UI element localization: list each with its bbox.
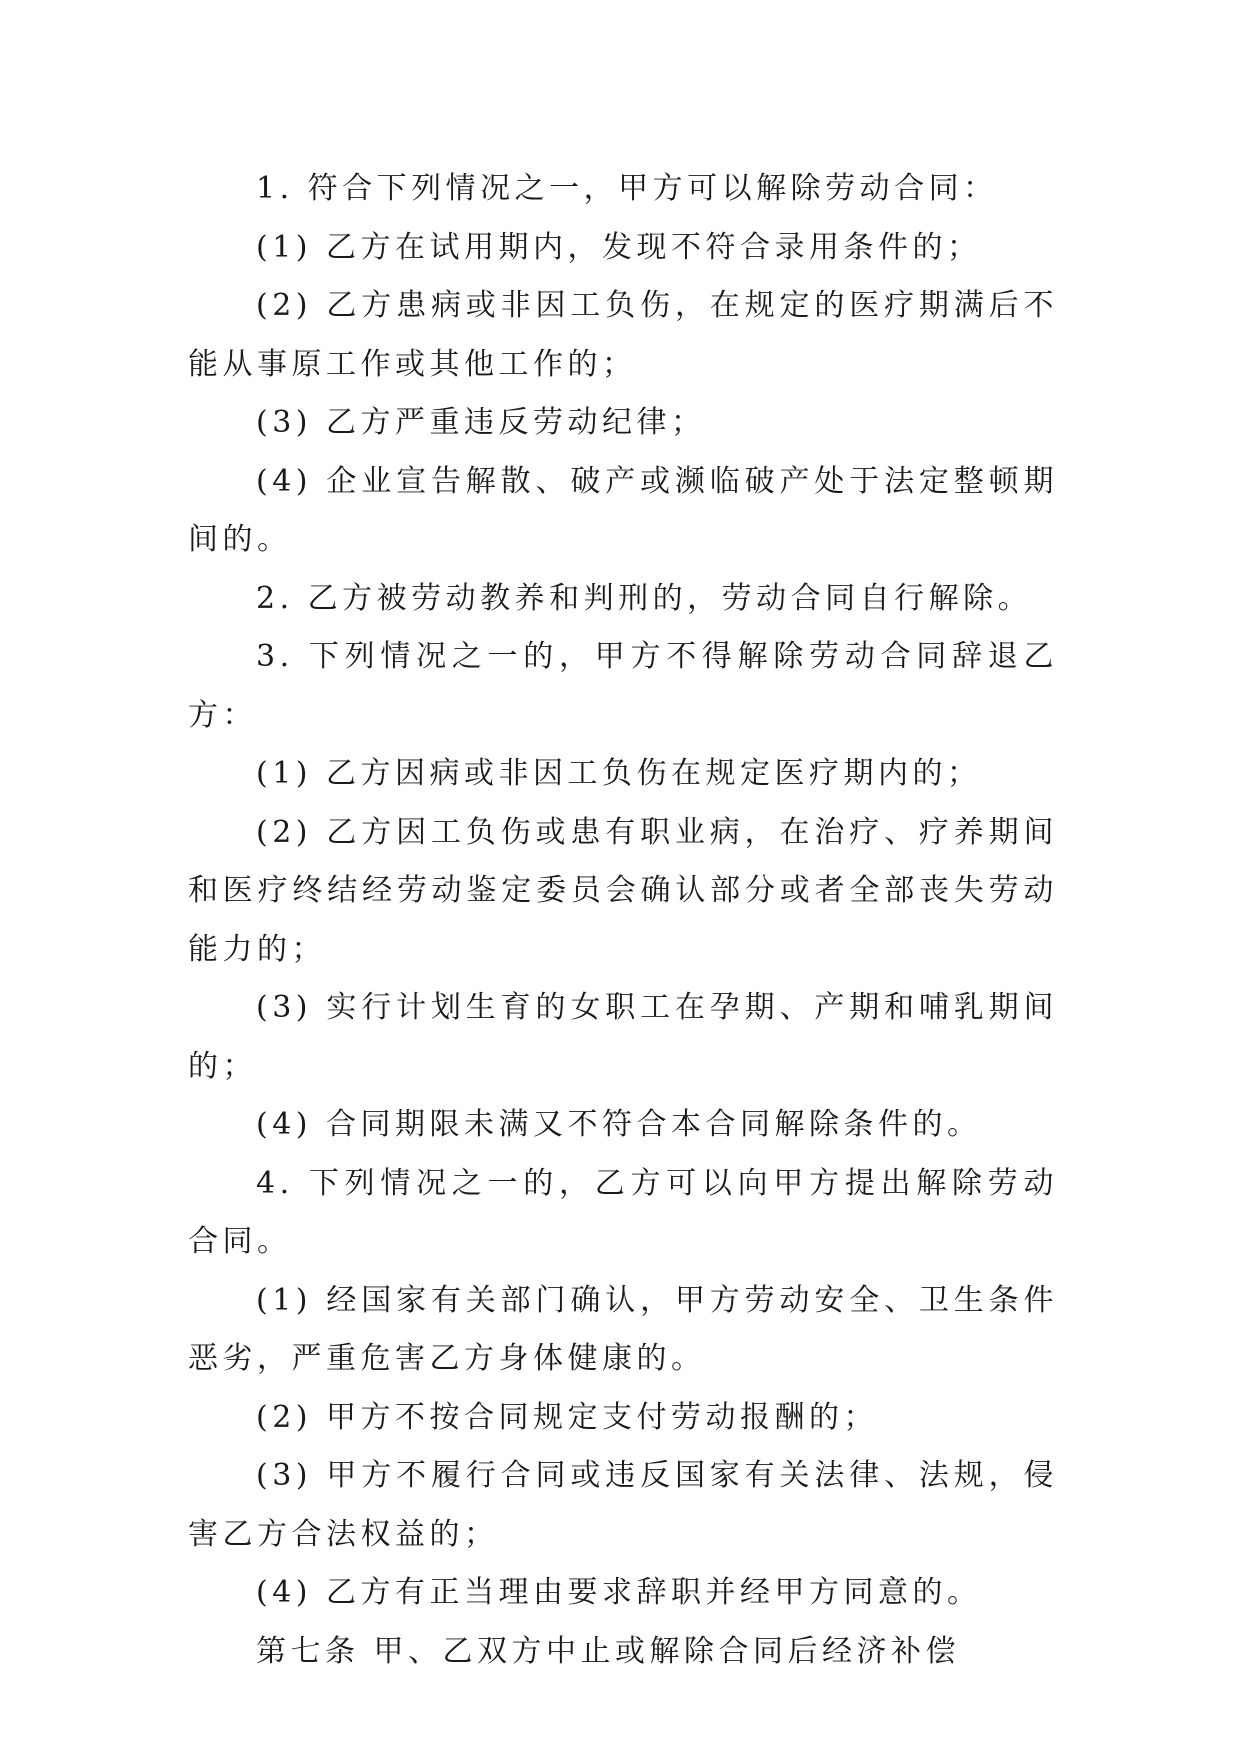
paragraph: (3) 乙方严重违反劳动纪律；	[256, 405, 706, 440]
paragraph: 1. 符合下列情况之一，甲方可以解除劳动合同：	[256, 171, 998, 206]
paragraph: (2) 乙方患病或非因工负伤，在规定的医疗期满后不能从事原工作或其他工作的；	[188, 288, 1058, 382]
paragraph: (2) 乙方因工负伤或患有职业病，在治疗、疗养期间和医疗终结经劳动鉴定委员会确认部分或者全部丧失劳动能力的；	[188, 814, 1058, 967]
paragraph: 4. 下列情况之一的，乙方可以向甲方提出解除劳动合同。	[188, 1165, 1058, 1259]
paragraph: (3) 甲方不履行合同或违反国家有关法律、法规，侵害乙方合法权益的；	[188, 1458, 1058, 1552]
document-body	[188, 160, 1058, 1681]
paragraph: (2) 甲方不按合同规定支付劳动报酬的；	[256, 1399, 879, 1435]
paragraph: (1) 经国家有关部门确认，甲方劳动安全、卫生条件恶劣，严重危害乙方身体健康的。	[188, 1282, 1058, 1376]
paragraph: (3) 实行计划生育的女职工在孕期、产期和哺乳期间的；	[188, 990, 1058, 1084]
paragraph: (1) 乙方因病或非因工负伤在规定医疗期内的；	[256, 756, 982, 791]
paragraph: 3. 下列情况之一的，甲方不得解除劳动合同辞退乙方：	[188, 639, 1058, 733]
paragraph: (4) 乙方有正当理由要求辞职并经甲方同意的。	[256, 1575, 982, 1610]
paragraph: 2. 乙方被劳动教养和判刑的，劳动合同自行解除。	[256, 580, 1033, 616]
paragraph: (4) 合同期限未满又不符合本合同解除条件的。	[256, 1107, 982, 1142]
paragraph: (1) 乙方在试用期内，发现不符合录用条件的；	[256, 229, 982, 265]
paragraph: (4) 企业宣告解散、破产或濒临破产处于法定整顿期间的。	[188, 463, 1058, 557]
section-heading: 第七条 甲、乙双方中止或解除合同后经济补偿	[256, 1633, 961, 1669]
